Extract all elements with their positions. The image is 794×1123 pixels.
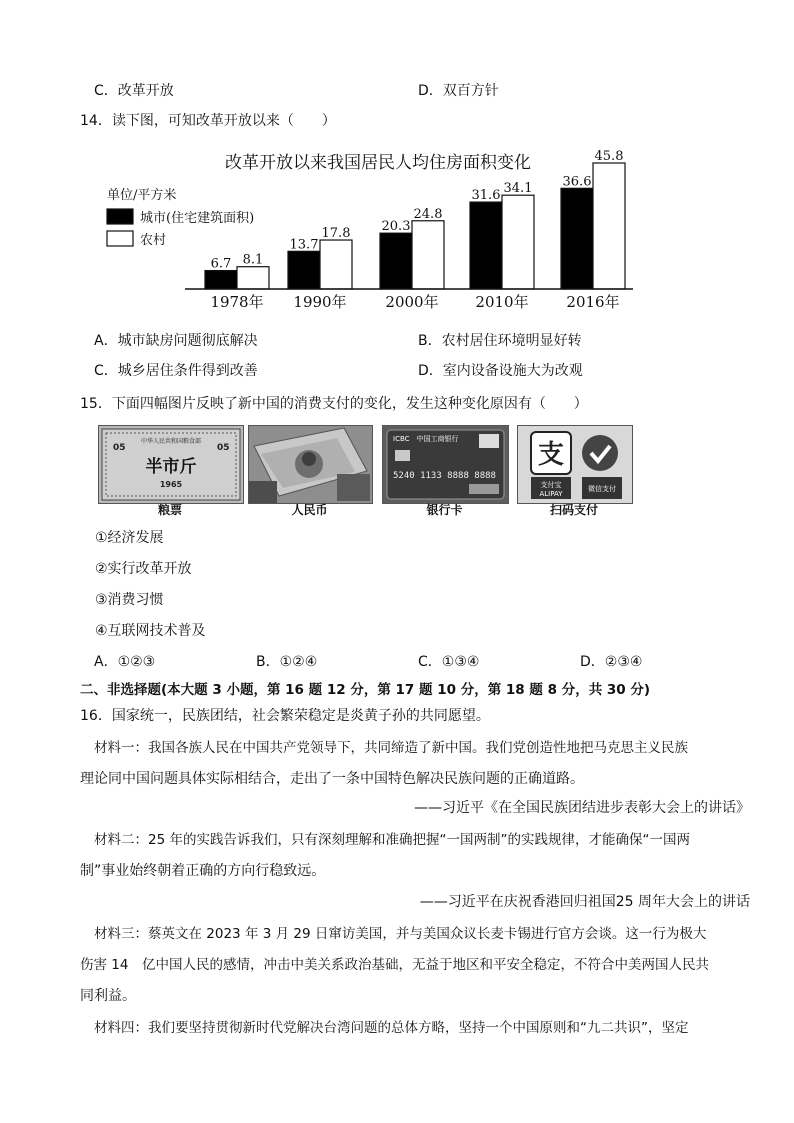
- bar-value-label: 13.7: [289, 237, 319, 253]
- bar-city-4: [561, 188, 593, 289]
- q15-item-1: ①经济发展: [95, 530, 164, 546]
- bar-city-3: [470, 202, 502, 289]
- ration-ticket-image: [98, 425, 244, 504]
- bar-rural-4: [593, 163, 625, 289]
- chart-title: 改革开放以来我国居民人均住房面积变化: [225, 153, 531, 173]
- bar-value-label: 24.8: [413, 206, 443, 222]
- wechat-pay-label: 微信支付: [588, 485, 616, 493]
- q16-material3-line3: 同利益。: [80, 988, 136, 1004]
- ration-ticket-denom-left: 05: [113, 443, 126, 453]
- bar-rural-3: [502, 195, 534, 289]
- q15-option-b: B．①②④: [256, 654, 318, 670]
- q16-material3-line2: 伤害 14 亿中国人民的感情，冲击中美关系政治基础，无益于地区和平安全稳定，不符合中美两国人民共: [80, 957, 709, 973]
- housing-area-chart: [100, 143, 660, 315]
- ration-ticket-top-text: 中华人民共和国粮食部: [140, 438, 202, 445]
- q14-stem: 14．读下图，可知改革开放以来（ ）: [80, 113, 336, 129]
- q13-option-c: C．改革开放: [94, 83, 174, 99]
- chart-unit-label: 单位/平方米: [107, 188, 177, 203]
- bar-value-label: 34.1: [503, 181, 533, 197]
- legend-swatch: [107, 209, 133, 224]
- caption-rmb: 人民币: [291, 503, 328, 517]
- q16-stem: 16．国家统一，民族团结，社会繁荣稳定是炎黄子孙的共同愿望。: [80, 708, 490, 724]
- q14-option-b: B．农村居住环境明显好转: [418, 333, 582, 349]
- q16-material3-line1: 材料三：蔡英文在 2023 年 3 月 29 日窜访美国，并与美国众议长麦卡锡进行官方会谈。这一行为极大: [94, 926, 707, 942]
- svg-text:支: 支: [537, 440, 565, 470]
- x-axis-labels: [210, 293, 619, 311]
- legend-label: 城市(住宅建筑面积): [140, 211, 255, 226]
- bar-value-label: 20.3: [381, 219, 411, 235]
- legend-swatch: [107, 231, 133, 246]
- bar-value-label: 6.7: [210, 256, 232, 272]
- ration-ticket-denom-right: 05: [217, 443, 230, 453]
- chart-svg: [100, 143, 660, 315]
- rmb-banknote-image: [248, 425, 373, 504]
- q15-item-3: ③消费习惯: [95, 592, 164, 608]
- bar-city-2: [380, 233, 412, 289]
- q14-option-d: D．室内设备设施大为改观: [418, 363, 583, 379]
- q16-material1-source: ——习近平《在全国民族团结进步表彰大会上的讲话》: [414, 800, 750, 816]
- q15-option-c: C．①③④: [418, 654, 480, 670]
- bar-value-label: 45.8: [594, 149, 624, 164]
- bar-city-1: [288, 251, 320, 289]
- bar-city-0: [205, 271, 237, 289]
- alipay-label: 支付宝: [540, 481, 562, 489]
- legend-label: 农村: [140, 233, 167, 248]
- bar-value-label: 36.6: [562, 174, 592, 190]
- bar-rural-1: [320, 240, 352, 289]
- bank-card-number: 5240 1133 8888 8888: [393, 471, 496, 481]
- alipay-en-label: ALIPAY: [539, 490, 563, 498]
- caption-qr-payment: 扫码支付: [549, 503, 598, 517]
- x-tick-label: 2000年: [385, 293, 439, 311]
- chart-legend: [107, 209, 254, 248]
- ration-ticket-main-text: 半市斤: [145, 457, 197, 477]
- bank-card-image: [382, 425, 509, 504]
- q16-material2-source: ——习近平在庆祝香港回归祖国25 周年大会上的讲话: [419, 894, 750, 910]
- caption-ration-ticket: 粮票: [157, 503, 182, 517]
- q15-option-d: D．②③④: [580, 654, 643, 670]
- q16-material2-line2: 制”事业始终朝着正确的方向行稳致远。: [80, 863, 326, 879]
- q16-material1-line1: 材料一：我国各族人民在中国共产党领导下，共同缔造了新中国。我们党创造性地把马克思主义民族: [94, 740, 688, 756]
- wechat-pay-icon: [582, 435, 618, 471]
- q13-option-d: D．双百方针: [418, 83, 499, 99]
- bar-value-label: 31.6: [471, 188, 501, 204]
- bar-rural-0: [237, 267, 269, 289]
- bank-card-bank-name: ICBC 中国工商银行: [393, 435, 459, 443]
- q14-option-c: C．城乡居住条件得到改善: [94, 363, 258, 379]
- x-tick-label: 1990年: [293, 293, 347, 311]
- ration-ticket-year: 1965: [159, 480, 183, 489]
- q15-item-4: ④互联网技术普及: [95, 623, 206, 639]
- q14-option-a: A．城市缺房问题彻底解决: [94, 333, 258, 349]
- q16-material4-line1: 材料四：我们要坚持贯彻新时代党解决台湾问题的总体方略，坚持一个中国原则和“九二共识”，坚定: [94, 1020, 689, 1036]
- bar-value-label: 17.8: [321, 226, 351, 242]
- bar-value-label: 8.1: [242, 252, 264, 268]
- section2-heading: 二、非选择题(本大题 3 小题，第 16 题 12 分，第 17 题 10 分，第 18 题 8 分，共 30 分): [80, 682, 651, 698]
- caption-bank-card: 银行卡: [426, 503, 463, 517]
- x-tick-label: 2016年: [566, 293, 620, 311]
- q15-option-a: A．①②③: [94, 654, 156, 670]
- x-tick-label: 2010年: [475, 293, 529, 311]
- q15-stem: 15．下面四幅图片反映了新中国的消费支付的变化，发生这种变化原因有（ ）: [80, 396, 588, 412]
- q15-item-2: ②实行改革开放: [95, 561, 192, 577]
- q16-material2-line1: 材料二：25 年的实践告诉我们，只有深刻理解和准确把握“一国两制”的实践规律，才能确保“一国两: [94, 832, 690, 848]
- q16-material1-line2: 理论同中国问题具体实际相结合，走出了一条中国特色解决民族问题的正确道路。: [80, 771, 584, 787]
- qr-payment-image: [517, 425, 633, 504]
- x-tick-label: 1978年: [210, 293, 264, 311]
- bar-rural-2: [412, 221, 444, 289]
